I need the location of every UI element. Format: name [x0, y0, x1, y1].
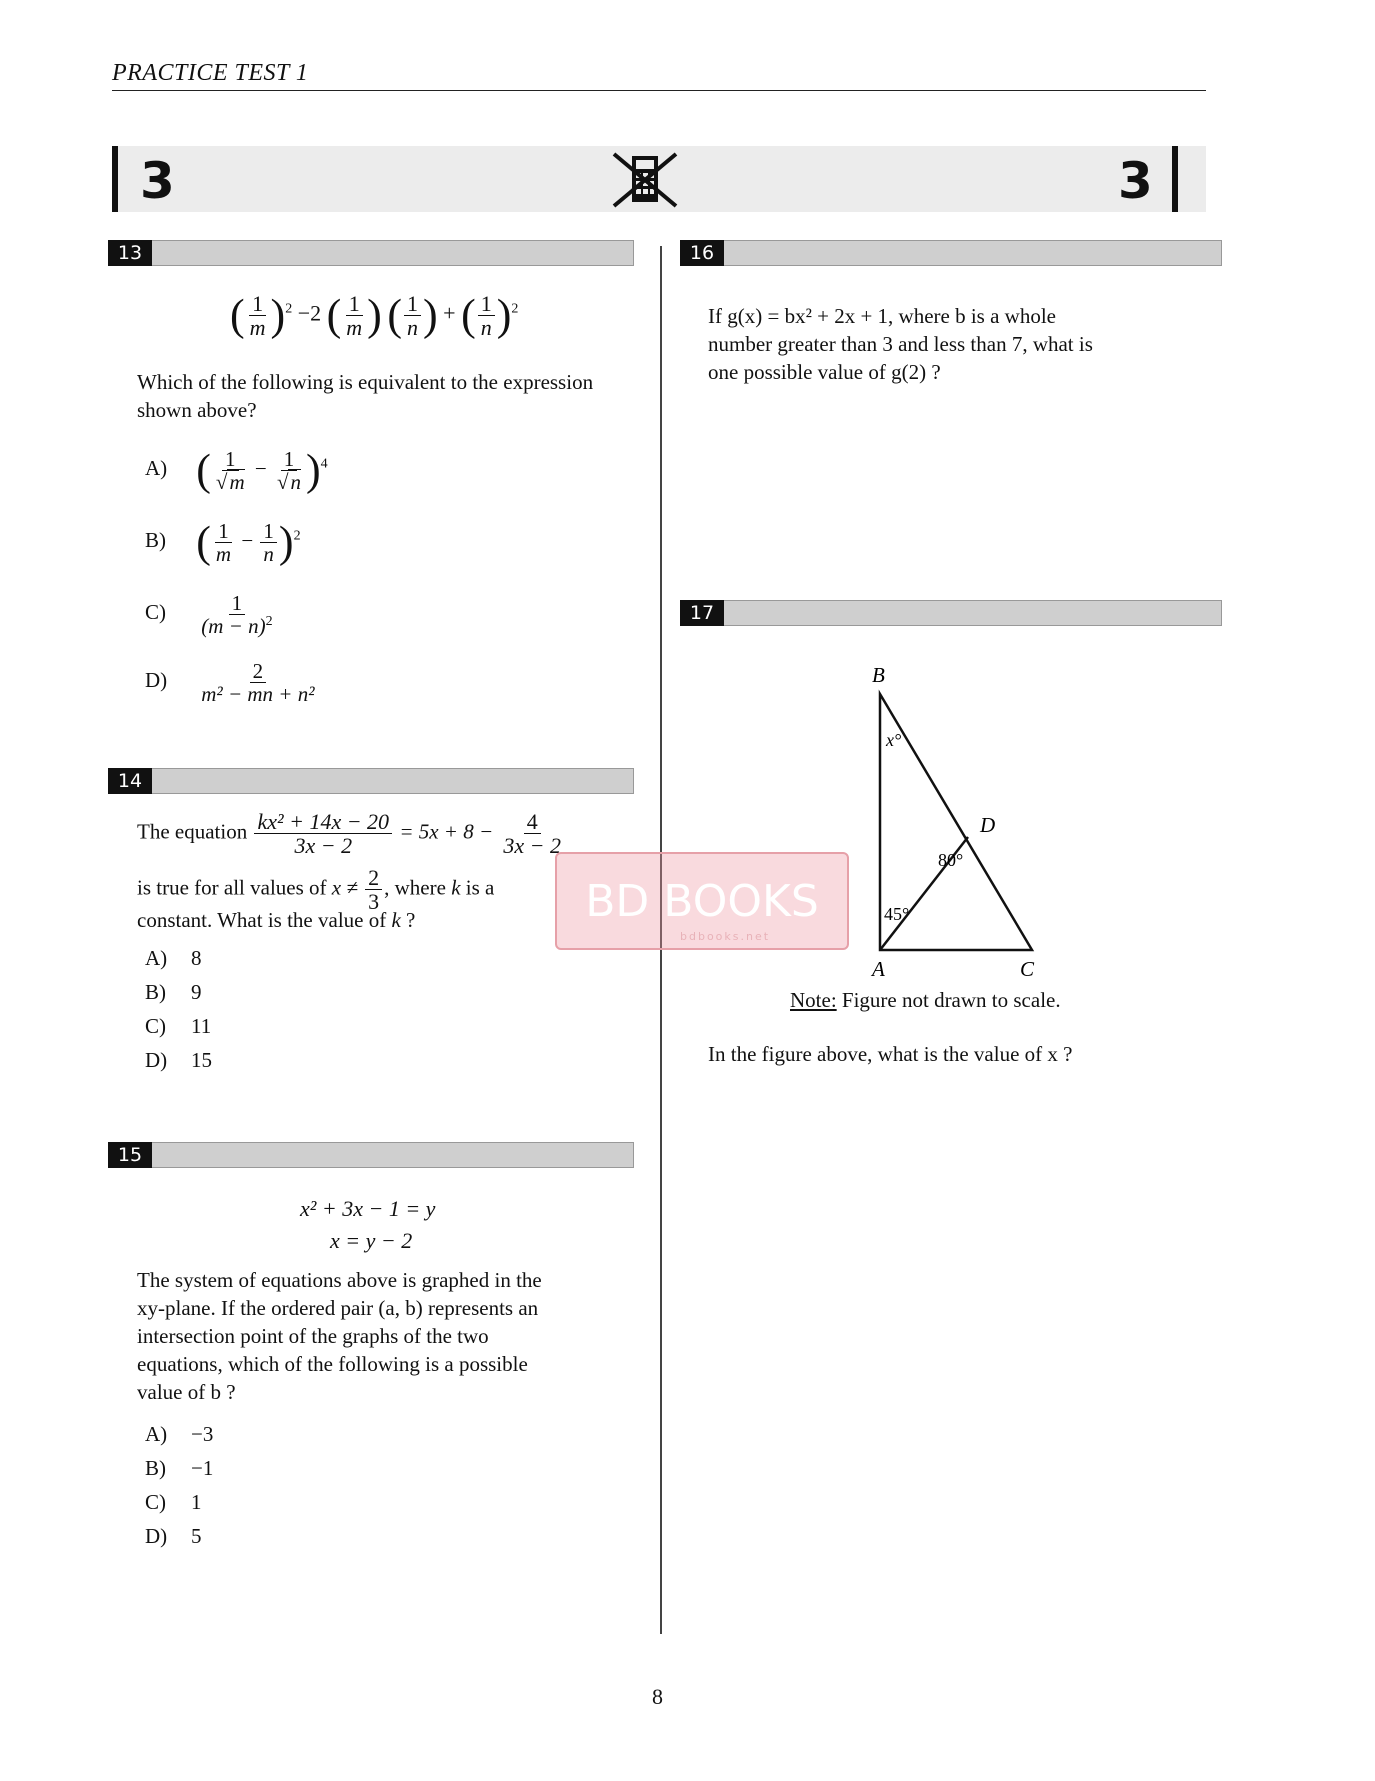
q14-choice-a[interactable]: [145, 946, 202, 971]
q15-choice-d-label: D): [145, 1524, 168, 1548]
q14-lhs-num: kx² + 14x − 20: [254, 810, 392, 834]
q13-d-num: 2: [250, 660, 267, 683]
q17-prompt: In the figure above, what is the value of x ?: [708, 1042, 1073, 1066]
q14-line2-c: is a: [465, 875, 495, 900]
q14-line2-k: k: [451, 875, 461, 900]
q13-e1-num: 1: [249, 292, 266, 316]
q14-choice-d-label: D): [145, 1048, 168, 1072]
q14-line2-a: is true for all values of: [137, 875, 327, 900]
q14-line3-k: k: [391, 908, 401, 932]
q14-bar: [110, 768, 634, 794]
q13-choice-c[interactable]: [145, 592, 278, 637]
q13-e4-den: n: [480, 315, 492, 341]
q15-prompt-line-4: equations, which of the following is a possible: [137, 1352, 528, 1376]
q13-c-num: 1: [229, 592, 246, 615]
q15-choice-b[interactable]: [145, 1456, 213, 1481]
q14-line2-b: , where: [384, 875, 446, 900]
q15-number: 15: [108, 1142, 152, 1168]
q14-frac-num: 2: [365, 866, 382, 890]
label-d: D: [980, 813, 996, 837]
q13-b-exp: 2: [293, 528, 301, 544]
q13-e4-exp: 2: [511, 301, 519, 317]
q13-choice-d[interactable]: [145, 660, 320, 705]
q13-choice-b[interactable]: B) ( $\frac{1}{m}$ − $\frac{1}{n}$ )$^2$: [145, 517, 301, 567]
q14-rhs-den: 3x − 2: [503, 833, 562, 859]
q13-a-den2: n: [290, 470, 301, 495]
q15-prompt-line-3: intersection point of the graphs of the two: [137, 1324, 489, 1348]
q16-line-3: one possible value of g(2) ?: [708, 360, 941, 384]
q15-choice-b-value: −1: [191, 1456, 214, 1480]
q13-e2-num: 1: [346, 292, 363, 316]
q13-a-exp: 4: [320, 456, 328, 472]
q14-choice-b-label: B): [145, 980, 166, 1004]
q14-rhs-num: 4: [524, 810, 541, 834]
q14-lhs-den: 3x − 2: [294, 833, 353, 859]
header-rule: [112, 90, 1206, 91]
q13-a-den1: m: [229, 470, 245, 495]
angle-45-label: 45°: [884, 904, 910, 924]
q14-choice-c-value: 11: [191, 1014, 212, 1038]
angle-80-label: 80°: [938, 850, 964, 870]
q13-expression: ( $\frac{1}{m}$ )$^2$ −2 ( $\frac{1}{m}$ ) ( $\frac{1}{n}$ ) + ( $\frac{1}{n}$ )$^2$: [230, 290, 519, 341]
no-calculator-icon: [610, 150, 680, 210]
q15-choice-a-value: −3: [191, 1422, 214, 1446]
q13-choice-d-label: D): [145, 668, 168, 693]
q14-rhs: = 5x + 8 −: [399, 819, 494, 844]
q13-plus: +: [443, 300, 456, 326]
q13-e3-den: n: [406, 315, 418, 341]
q16-line-2: number greater than 3 and less than 7, what is: [708, 332, 1093, 356]
q16-line-1: If g(x) = bx² + 2x + 1, where b is a whole: [708, 304, 1056, 328]
q17-note: [790, 986, 1061, 1014]
q13-a-num2: 1: [281, 448, 298, 471]
q14-equation: [137, 810, 566, 857]
q13-e2-den: m: [346, 315, 363, 341]
q13-b-den2: n: [263, 542, 274, 567]
q14-choice-b[interactable]: [145, 980, 202, 1005]
q13-d-den: m² − mn + n²: [201, 682, 315, 707]
watermark-url: bdbooks.net: [680, 930, 771, 943]
q13-a-num1: 1: [222, 448, 239, 471]
q13-choice-b-label: B): [145, 528, 166, 553]
q15-choice-c-label: C): [145, 1490, 166, 1514]
q15-choice-c-value: 1: [191, 1490, 202, 1514]
q13-b-minus: −: [241, 528, 254, 553]
q13-e4-num: 1: [478, 292, 495, 316]
q13-e1-den: m: [249, 315, 266, 341]
q15-choice-c[interactable]: [145, 1490, 202, 1515]
q15-choice-d[interactable]: [145, 1524, 202, 1549]
q14-line3: [137, 906, 415, 934]
section-number-right: 3: [1118, 152, 1153, 210]
q14-choice-a-value: 8: [191, 946, 202, 970]
q13-c-den: (m − n): [201, 614, 266, 639]
q14-frac-den: 3: [368, 889, 380, 915]
q14-choice-d[interactable]: [145, 1048, 212, 1073]
q13-minus-two: −2: [297, 300, 322, 326]
q17-note-label: Note:: [790, 988, 837, 1012]
q13-e1-exp: 2: [285, 301, 293, 317]
label-b: B: [872, 663, 885, 687]
q17-bar: [682, 600, 1222, 626]
q14-line3-q: ?: [406, 908, 416, 932]
q15-equation-2: x = y − 2: [330, 1228, 413, 1253]
running-head-title: PRACTICE TEST 1: [112, 60, 309, 86]
q15-choice-b-label: B): [145, 1456, 166, 1480]
q17-triangle-figure: [840, 660, 1060, 980]
q15-equation-1: x² + 3x − 1 = y: [300, 1196, 436, 1221]
q13-number: 13: [108, 240, 152, 266]
angle-x-label: x°: [886, 730, 902, 750]
q15-bar: [110, 1142, 634, 1168]
q15-choice-d-value: 5: [191, 1524, 202, 1548]
q15-choice-a[interactable]: [145, 1422, 213, 1447]
q13-b-den1: m: [215, 542, 232, 567]
q15-choice-a-label: A): [145, 1422, 168, 1446]
q14-choice-b-value: 9: [191, 980, 202, 1004]
q17-note-text: Figure not drawn to scale.: [841, 988, 1061, 1012]
q15-prompt-line-1: The system of equations above is graphed in the: [137, 1268, 542, 1292]
q13-a-minus: −: [254, 456, 267, 481]
q15-prompt-line-5: value of b ?: [137, 1380, 236, 1404]
q13-bar: [110, 240, 634, 266]
q16-bar: [682, 240, 1222, 266]
q13-choice-c-label: C): [145, 600, 166, 625]
q14-choice-c-label: C): [145, 1014, 166, 1038]
q14-lead: The equation: [137, 819, 248, 844]
q13-choice-a-label: A): [145, 456, 168, 481]
q13-e3-num: 1: [404, 292, 421, 316]
section-number-left: 3: [140, 152, 175, 210]
section-bar-left-edge: [112, 146, 118, 212]
q13-c-exp: 2: [265, 614, 273, 630]
q14-choice-a-label: A): [145, 946, 168, 970]
q14-line2-x: x ≠: [331, 875, 358, 900]
section-bar-right-edge: [1172, 146, 1178, 212]
q14-choice-c[interactable]: [145, 1014, 211, 1039]
q13-choice-a[interactable]: A) ( $\frac{1}{√m}$ − $\frac{1}{√n}$ )$^4$: [145, 445, 328, 495]
watermark-logo: BD BOOKS: [555, 852, 849, 950]
q14-choice-d-value: 15: [191, 1048, 212, 1072]
q13-b-num1: 1: [215, 520, 232, 543]
q14-line3-text: constant. What is the value of: [137, 908, 387, 932]
q13-b-num2: 1: [260, 520, 277, 543]
q15-prompt-line-2: xy-plane. If the ordered pair (a, b) represents an: [137, 1296, 539, 1320]
label-c: C: [1020, 957, 1035, 980]
q14-number: 14: [108, 768, 152, 794]
q17-number: 17: [680, 600, 724, 626]
q16-number: 16: [680, 240, 724, 266]
page-number: 8: [652, 1684, 663, 1709]
label-a: A: [872, 957, 885, 980]
q13-prompt: Which of the following is equivalent to the expression shown above?: [137, 370, 594, 422]
